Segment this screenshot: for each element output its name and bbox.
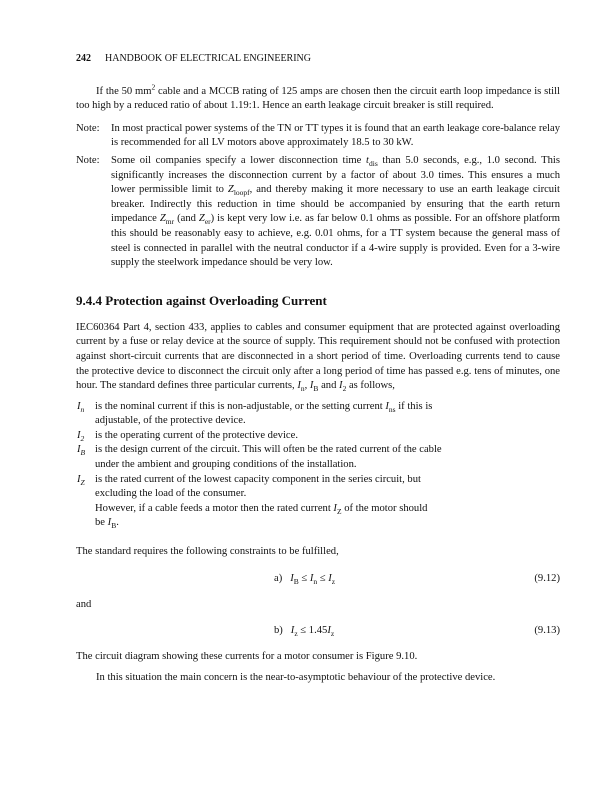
subscript-z: z (330, 629, 335, 639)
running-header (76, 52, 560, 67)
intro-text-2: cable and a MCCB rating of 125 amps are chosen then the circuit earth loop impedance is still too high by a reduced ratio of about 1.19:1. Hence an earth leakage circuit breaker is still required. (76, 85, 560, 112)
note-2 (76, 154, 560, 271)
definition-line (95, 516, 560, 531)
definition-line: is the operating current of the protective device. (95, 429, 298, 441)
body-1-text: IEC60364 Part 4, section 433, applies to cables and consumer equipment that are protected against overloading current by a fuse or relay device at the source of supply. This requirement should not be confused with protection against short-circuit currents that are disconnected in a short period of time. Overloading currents tend to cause the protective device to disconnect the circuit only after a long period of time has passed e.g. tens of minutes, one hour. The standard defines three particular currents, (76, 321, 560, 392)
equation-body (274, 624, 334, 639)
intro-paragraph (76, 82, 560, 114)
definition-line: is the design current of the circuit. This will often be the rated current of the cable (95, 444, 442, 456)
definition-symbol (77, 400, 95, 429)
symbol-subscript: n (80, 404, 85, 414)
symbol-iz: I (333, 502, 337, 514)
definition-text-part: However, if a cable feeds a motor then the rated current (95, 502, 334, 514)
symbol-iz: I (327, 625, 331, 637)
subscript-loopf: loopf (233, 188, 250, 198)
symbol-z-er: Z (198, 213, 205, 225)
symbol-subscript: Z (80, 477, 85, 487)
note-text (111, 154, 560, 271)
subscript-z: z (294, 629, 298, 639)
intro-superscript: 2 (151, 82, 156, 92)
definition-text-part: of the motor should (341, 502, 428, 514)
subscript-b: B (293, 576, 299, 586)
symbol-ib: I (107, 517, 112, 529)
subscript-er: er (204, 217, 211, 227)
note-text: In most practical power systems of the TN or TT types it is found that an earth leakage core-balance relay is recommended for all LV motors above approximately 18.5 to 30 kW. (111, 122, 560, 149)
definition-i2 (77, 429, 560, 444)
symbol-t: t (366, 154, 369, 166)
definition-text (95, 473, 560, 531)
equation-label: b) (274, 625, 283, 637)
subscript-n: n (300, 384, 305, 394)
symbol-ib: I (309, 380, 314, 392)
symbol-in: I (297, 380, 301, 392)
body-1-end: as follows, (346, 380, 395, 392)
page-number: 242 (76, 53, 91, 64)
subscript-z: Z (336, 506, 342, 516)
definition-in (77, 400, 560, 429)
equation-9-12 (76, 572, 560, 586)
definition-line: excluding the load of the consumer. (95, 488, 247, 500)
symbol-letter: I (77, 400, 81, 412)
definition-text (95, 429, 560, 444)
definition-iz (77, 473, 560, 531)
symbol-z-loop: Z (227, 184, 234, 196)
symbol-z-mr: Z (159, 213, 166, 225)
body-paragraph-1 (76, 321, 560, 394)
operator: ≤ (298, 572, 310, 584)
definition-list (76, 400, 560, 531)
note-label: Note: (76, 122, 100, 134)
subscript-b: B (111, 521, 117, 531)
definition-text (95, 400, 560, 429)
symbol-letter: I (77, 429, 81, 441)
definition-line: adjustable, of the protective device. (95, 415, 246, 427)
subscript-dis: dis (369, 159, 378, 169)
operator: ≤ 1.45 (297, 625, 328, 637)
symbol-letter: I (77, 444, 81, 456)
separator: and (318, 380, 340, 392)
body-paragraph-3: The circuit diagram showing these currents for a motor consumer is Figure 9.10. (76, 651, 418, 663)
and-text: and (76, 598, 92, 610)
subscript-n: n (313, 576, 318, 586)
symbol-i2: I (290, 625, 295, 637)
note-2-text-1: Some oil companies specify a lower disconnection time (111, 154, 367, 166)
symbol-ins: I (385, 400, 389, 412)
equation-number: (9.13) (534, 625, 560, 637)
definition-ib (77, 443, 560, 472)
note-2-text-5: ) is kept very low i.e. as far below 0.1 ohms as possible. For an offshore platform this should be reasonably easy to achieve, e.g. 0.01 ohms, for a TT system because the general mass of steel is connected in parallel with the neutral conductor if a 4-wire supply is provided. Even for a 3-wire supply the steelwork impedance should be very low. (111, 213, 561, 269)
definition-text-part: . (116, 517, 119, 529)
note-2-text-2: than 5.0 seconds, e.g., 1.0 second. This significantly increases the disconnection current by a factor of about 3.0 times. This ensures a much lower permissible limit to (111, 154, 561, 196)
symbol-iz: I (328, 572, 332, 584)
subscript-mr: mr (165, 217, 175, 227)
document-page (76, 52, 560, 685)
definition-text-part: is the nominal current if this is non-adjustable, or the setting current (95, 400, 386, 412)
operator: ≤ (317, 572, 329, 584)
section-heading: 9.4.4 Protection against Overloading Current (76, 292, 327, 308)
equation-body (274, 572, 335, 587)
definition-line: under the ambient and grouping conditions of the installation. (95, 459, 357, 471)
note-label: Note: (76, 154, 100, 166)
symbol-ib: I (290, 572, 294, 584)
note-1 (76, 122, 560, 151)
symbol-subscript: B (80, 448, 86, 458)
subscript-ns: ns (388, 404, 396, 414)
definition-line (95, 400, 560, 415)
equation-number: (9.12) (534, 572, 560, 584)
equation-9-13 (76, 624, 560, 638)
symbol-letter: I (77, 473, 81, 485)
symbol-i2: I (339, 380, 343, 392)
running-title: HANDBOOK OF ELECTRICAL ENGINEERING (105, 53, 312, 64)
symbol-in: I (309, 572, 314, 584)
body-paragraph-4: In this situation the main concern is the near-to-asymptotic behaviour of the protective device. (96, 671, 496, 683)
note-2-text-3: , and thereby making it more necessary to use an earth leakage circuit breaker. Indirectly this reduction in time should be accompanied by ensuring that the earth return impedance (111, 184, 560, 225)
definition-symbol (77, 473, 95, 531)
subscript-b: B (313, 384, 319, 394)
definition-symbol (77, 429, 95, 444)
definition-text (95, 443, 560, 472)
intro-text-1: If the 50 mm (96, 85, 152, 97)
note-2-text-4: (and (174, 213, 199, 225)
equation-label: a) (274, 572, 283, 584)
body-paragraph-2: The standard requires the following constraints to be fulfilled, (76, 546, 339, 558)
separator: , (304, 380, 310, 392)
definition-symbol (77, 443, 95, 472)
definition-line: is the rated current of the lowest capacity component in the series circuit, but (95, 473, 421, 485)
symbol-subscript: 2 (80, 433, 85, 443)
definition-text-part: be (95, 517, 108, 529)
definition-text-part: if this is (395, 400, 433, 412)
definition-line (95, 502, 560, 517)
subscript-z: z (331, 576, 336, 586)
subscript-2: 2 (342, 384, 347, 394)
